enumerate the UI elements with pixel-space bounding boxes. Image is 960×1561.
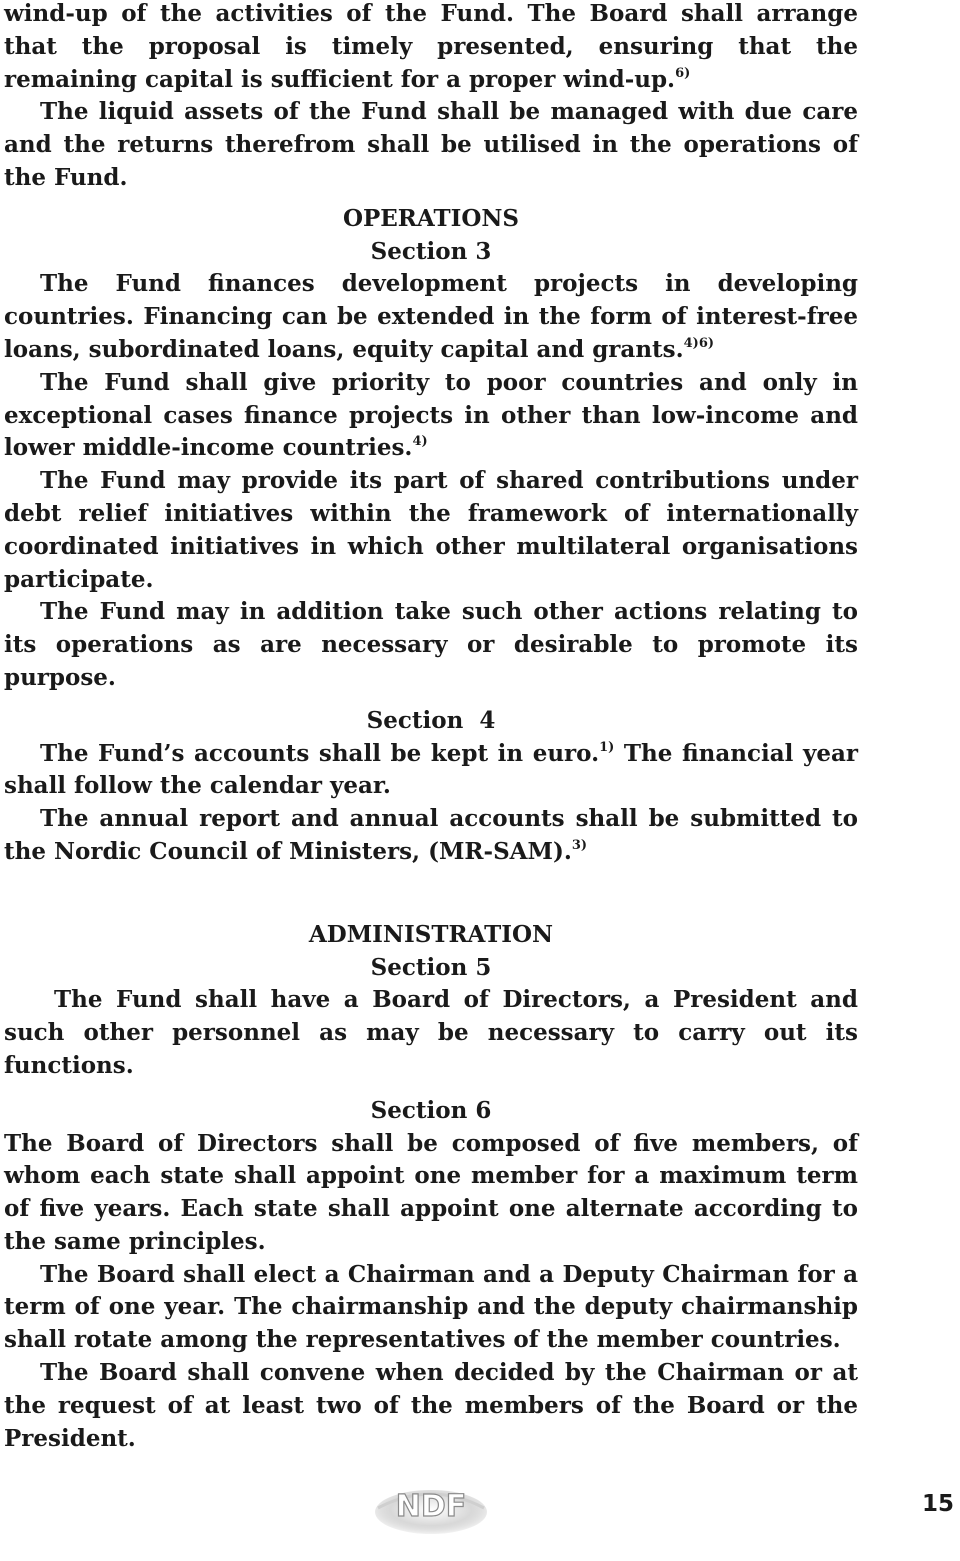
paragraph: The Fund shall have a Board of Directors, a President and such other personnel as may be necessary to carry out its functions. bbox=[4, 986, 858, 1079]
paragraph: The Fund may provide its part of shared contributions under debt relief initiatives within the framework of internationally coordinated initiatives in which other multilateral organisations participate. bbox=[4, 467, 858, 593]
section-3-heading: Section 3 bbox=[370, 237, 492, 265]
paragraph: The liquid assets of the Fund shall be managed with due care and the returns therefrom shall be utilised in the operations of the Fund. bbox=[4, 98, 858, 191]
heading-administration: ADMINISTRATION bbox=[308, 920, 554, 948]
paragraph: The annual report and annual accounts shall be submitted to the Nordic Council of Ministers, (MR-SAM).$^{3)}$ bbox=[4, 805, 858, 865]
ndf-logo bbox=[372, 1478, 490, 1534]
heading-operations: OPERATIONS bbox=[342, 204, 520, 232]
svg-text:NDF: NDF bbox=[395, 1489, 467, 1524]
footnote-ref: 1) bbox=[599, 739, 615, 755]
page-number: 15 bbox=[922, 1491, 955, 1517]
text-column bbox=[4, 0, 858, 1455]
paragraph: The Fund shall give priority to poor countries and only in exceptional cases finance projects in other than low-income and lower middle-income countries.$^{4)}$ bbox=[4, 368, 858, 462]
paragraph: The Board shall elect a Chairman and a Deputy Chairman for a term of one year. The chairmanship and the deputy chairmanship shall rotate among the representatives of the member countries. bbox=[4, 1260, 858, 1354]
footnote-ref: 4) bbox=[412, 434, 428, 450]
footnote-ref: 4)6) bbox=[683, 335, 715, 351]
section-4-heading: Section 4 bbox=[366, 706, 496, 734]
paragraph: The Fund’s accounts shall be kept in euro.$^{1)}$ The financial year shall follow the calendar year. bbox=[4, 739, 858, 800]
footnote-ref: 3) bbox=[571, 837, 588, 853]
paragraph: wind-up of the activities of the Fund. The Board shall arrange that the proposal is timely presented, ensuring that the remaining capital is sufficient for a proper wind-up.$^{6)}$ bbox=[4, 0, 858, 93]
section-5-heading: Section 5 bbox=[370, 953, 492, 981]
paragraph: The Board of Directors shall be composed of five members, of whom each state shall appoint one member for a maximum term of five years. Each state shall appoint one alternate according to the same principles. bbox=[4, 1129, 858, 1255]
section-6-heading: Section 6 bbox=[370, 1096, 492, 1124]
paragraph: The Fund may in addition take such other actions relating to its operations as are necessary or desirable to promote its purpose. bbox=[4, 598, 858, 691]
footnote-ref: 6) bbox=[675, 65, 691, 81]
paragraph: The Board shall convene when decided by the Chairman or at the request of at least two of the members of the Board or the President. bbox=[4, 1359, 858, 1452]
paragraph: The Fund finances development projects in developing countries. Financing can be extended in the form of interest-free loans, subordinated loans, equity capital and grants.$^{4)6)}$ bbox=[4, 270, 858, 363]
